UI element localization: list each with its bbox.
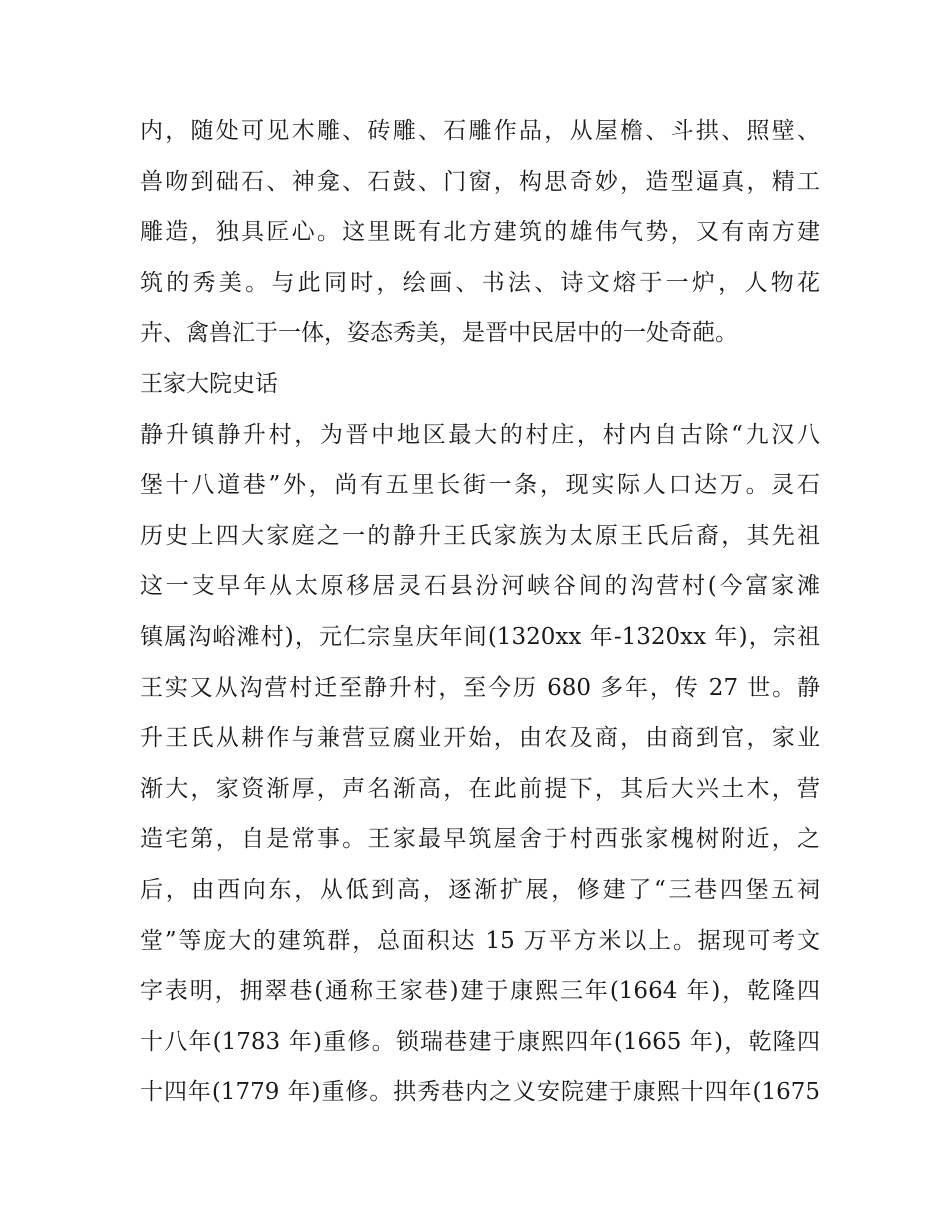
text-line-17: 堂”等庞大的建筑群，总面积达 15 万平方米以上。据现可考文 [140, 927, 820, 954]
text-line-8: 堡十八道巷”外，尚有五里长街一条，现实际人口达万。灵石 [140, 472, 820, 499]
text-line-10: 这一支早年从太原移居灵石县汾河峡谷间的沟营村(今富家滩 [140, 573, 820, 600]
text-line-3: 雕造，独具匠心。这里既有北方建筑的雄伟气势，又有南方建 [140, 219, 820, 246]
section-heading: 王家大院史话 [140, 370, 278, 397]
text-line-20: 十四年(1779 年)重修。拱秀巷内之义安院建于康熙十四年(1675 [140, 1079, 820, 1106]
text-line-12: 王实又从沟营村迁至静升村，至今历 680 多年，传 27 世。静 [140, 674, 820, 701]
text-line-2: 兽吻到础石、神龛、石鼓、门窗，构思奇妙，造型逼真，精工 [140, 168, 820, 195]
text-line-13: 升王氏从耕作与兼营豆腐业开始，由农及商，由商到官，家业 [140, 725, 820, 752]
text-line-5: 卉、禽兽汇于一体，姿态秀美，是晋中民居中的一处奇葩。 [140, 320, 738, 347]
text-line-7: 静升镇静升村，为晋中地区最大的村庄，村内自古除“九汉八 [140, 421, 820, 448]
text-line-11: 镇属沟峪滩村)，元仁宗皇庆年间(1320xx 年-1320xx 年)，宗祖 [140, 623, 820, 650]
text-line-4: 筑的秀美。与此同时，绘画、书法、诗文熔于一炉，人物花 [140, 269, 820, 296]
text-line-19: 十八年(1783 年)重修。锁瑞巷建于康熙四年(1665 年)，乾隆四 [140, 1028, 820, 1055]
text-line-1: 内，随处可见木雕、砖雕、石雕作品，从屋檐、斗拱、照壁、 [140, 118, 820, 144]
text-line-18: 字表明，拥翠巷(通称王家巷)建于康熙三年(1664 年)，乾隆四 [140, 978, 820, 1005]
text-line-14: 渐大，家资渐厚，声名渐高，在此前提下，其后大兴土木，营 [140, 775, 820, 802]
text-line-9: 历史上四大家庭之一的静升王氏家族为太原王氏后裔，其先祖 [140, 522, 820, 549]
text-line-15: 造宅第，自是常事。王家最早筑屋舍于村西张家槐树附近，之 [140, 826, 820, 853]
body-text [140, 106, 820, 1118]
text-line-16: 后，由西向东，从低到高，逐渐扩展，修建了“三巷四堡五祠 [140, 876, 820, 903]
